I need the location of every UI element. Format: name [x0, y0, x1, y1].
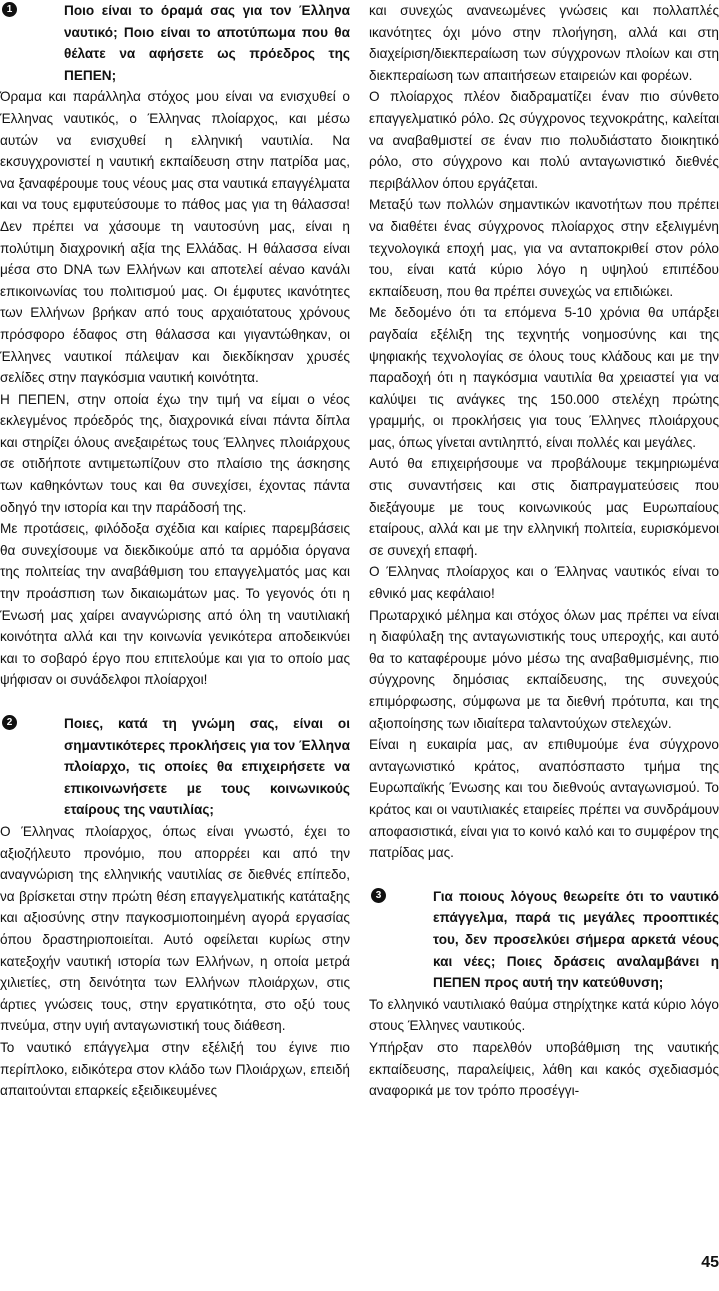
question-1-text: Ποιο είναι το όραμά σας για τον Έλληνα ναυτικό; Ποιο είναι το αποτύπωμα που θα θέλατε να αφήσετε ως πρόεδρος της ΠΕΠΕΝ;	[64, 3, 350, 83]
paragraph: Με προτάσεις, φιλόδοξα σχέδια και καίριες παρεμβάσεις θα συνεχίσουμε να διεκδικούμε από τα αρμόδια όργανα της πολιτείας την αναβάθμιση του επαγγελματός μας και την προάσπιση των δικαιωμάτων μας. Το γεγονός ότι η Ένωσή μας χαίρει αναγνώρισης από όλη τη ναυτιλιακή κοινότητα αλλά και την κοινωνία γενικότερα αποδεικνύει και το σοβαρό έργο που επιτελούμε και για το οποίο μας ψήφισαν οι συνάδελφοι πλοίαρχοι!	[0, 521, 350, 688]
right-column	[369, 0, 719, 1102]
question-3	[369, 886, 719, 994]
left-column	[0, 0, 350, 1102]
paragraph: Όραμα και παράλληλα στόχος μου είναι να ενισχυθεί ο Έλληνας ναυτικός, ο Έλληνας πλοίαρχος, και μέσω αυτών να ενισχυθεί η ελληνική ναυτιλία. Να εκσυγχρονιστεί η ναυτική εκπαίδευση στην πατρίδα μας, να ξαναφέρουμε τους νέους μας στα ναυτικά επαγγέλματα και να τους εμφυτεύσουμε το πάθος μας για τη θάλασσα! Δεν πρέπει να χάσουμε τη ναυτοσύνη μας, είναι η πολύτιμη διαχρονική αξία της Ελλάδας. Η θάλασσα είναι μέσα στο DNA των Ελλήνων και αποτελεί αέναο κανάλι επικοινωνίας του πολιτισμού μας. Οι έμφυτες ικανότητες των Ελλήνων βρήκαν από τους αρχαιότατους χρόνους πρόσφορο έδαφος στη θάλασσα και γιγαντώθηκαν, οι Έλληνες ναυτικοί πάλεψαν και διεκδίκησαν χρυσές σελίδες στην παγκόσμια ναυτική κοινότητα.	[0, 89, 350, 386]
paragraph: Πρωταρχικό μέλημα και στόχος όλων μας πρέπει να είναι η διαφύλαξη της ανταγωνιστικής τους υπεροχής, και αυτό θα το καταφέρουμε μόνο μέσω της αναβαθμισμένης, πιο σύγχρονης δημόσιας εκπαίδευσης, της συνεχούς επιμόρφωσης, σύμφωνα με τα διεθνή πρότυπα, και της αξιοποίησης των ιδιαίτερα ταλαντούχων στελεχών.	[369, 607, 719, 731]
paragraph: Μεταξύ των πολλών σημαντικών ικανοτήτων που πρέπει να διαθέτει ένας σύγχρονος πλοίαρχος στην εξελιγμένη τεχνολογικά εποχή μας, για να ανταποκριθεί στον ρόλο του, είναι κατά κύριο λόγο η υψηλού επιπέδου εκπαίδευση, που θα πρέπει συνεχώς να επιδιώκει.	[369, 197, 719, 299]
question-3-text: Για ποιους λόγους θεωρείτε ότι το ναυτικό επάγγελμα, παρά τις μεγάλες προοπτικές του, δεν προσελκύει σήμερα αρκετά νέους και νέες; Ποιες δράσεις αναλαμβάνει η ΠΕΠΕΝ προς αυτή την κατεύθυνση;	[433, 888, 719, 991]
question-2	[0, 713, 350, 821]
paragraph: Με δεδομένο ότι τα επόμενα 5-10 χρόνια θα υπάρξει ραγδαία εξέλιξη της τεχνητής νοημοσύνης και της ψηφιακής τεχνολογίας σε όλους τους κλάδους και με την παραδοχή ότι η παγκόσμια ναυτιλία θα χρειαστεί για να καλύψει τις ανάγκες της 150.000 στελέχη πρώτης γραμμής, οι προκλήσεις για τους Έλληνες πλοιάρχους μας, όπως γίνεται αντιληπτό, είναι πολλές και μεγάλες.	[369, 305, 719, 450]
question-number-badge: 2	[2, 715, 17, 730]
paragraph: Υπήρξαν στο παρελθόν υποβάθμιση της ναυτικής εκπαίδευσης, παραλείψεις, λάθη και κακός σχεδιασμός αναφορικά με τον τρόπο προσέγγι-	[369, 1039, 719, 1099]
paragraph: Το ναυτικό επάγγελμα στην εξέλιξή του έγινε πιο περίπλοκο, ειδικότερα στον κλάδο των Πλοιάρχων, επειδή απαιτούνται επαρκείς εξειδικευμένες	[0, 1039, 350, 1099]
paragraph: Ο πλοίαρχος πλέον διαδραματίζει έναν πιο σύνθετο επαγγελματικό ρόλο. Ως σύγχρονος τεχνοκράτης, καλείται να αναβαθμιστεί σε έναν πιο πολυδιάστατο διοικητικό ρόλο, στο σύγχρονο και πολύ ανταγωνιστικό διεθνές περιβάλλον όπου εργάζεται.	[369, 89, 719, 191]
paragraph: και συνεχώς ανανεωμένες γνώσεις και πολλαπλές ικανότητες όχι μόνο στην πλοήγηση, αλλά και στη διαχείριση/διεκπεραίωση των σύγχρονων πλοίων και στη διεκπεραίωση των απαιτήσεων εταιρειών και φορέων.	[369, 3, 719, 83]
paragraph: Ο Έλληνας πλοίαρχος, όπως είναι γνωστό, έχει το αξιοζήλευτο προνόμιο, που απορρέει και από την αναγνώριση της ελληνικής ναυτιλίας σε διεθνές επίπεδο, να βρίσκεται στην πρώτη θέση επαγγελματικής κατάταξης και αξιοσύνης στην παγκοσμιοποιημένη αγορά εργασίας όπου δραστηριοποιείται. Αυτό οφείλεται κυρίως στην κατεξοχήν ναυτική ιστορία των Ελλήνων, η οποία μετρά χιλιετίες, στη δεινότητα των Ελλήνων πλοιάρχων, στις άρτιες γνώσεις τους, στην εργατικότητα, στο οξύ τους πνεύμα, στην υγιή ανταγωνιστική τους διάθεση.	[0, 823, 350, 1034]
paragraph: Αυτό θα επιχειρήσουμε να προβάλουμε τεκμηριωμένα στις συναντήσεις και στις διαπραγματεύσεις που διεξάγουμε με τους κοινωνικούς μας Ευρωπαίους εταίρους, αλλά και με την ελληνική πολιτεία, ευρισκόμενοι σε συνεχή επαφή.	[369, 456, 719, 558]
question-2-text: Ποιες, κατά τη γνώμη σας, είναι οι σημαντικότερες προκλήσεις για τον Έλληνα πλοίαρχο, τις οποίες θα επιχειρήσετε να επικοινωνήσετε με τους κοινωνικούς εταίρους της ναυτιλίας;	[64, 716, 350, 818]
page-number: 45	[701, 1254, 719, 1271]
paragraph: Η ΠΕΠΕΝ, στην οποία έχω την τιμή να είμαι ο νέος εκλεγμένος πρόεδρός της, διαχρονικά είναι πάντα δίπλα και στηρίζει όλους ανεξαιρέτως τους Έλληνες πλοιάρχους σε οτιδήποτε αντιμετωπίζουν στο πλαίσιο της άσκησης των καθηκόντων τους και θα συνεχίσει, έχοντας πάντα οδηγό την ιστορία και την παράδοσή της.	[0, 391, 350, 515]
question-1	[0, 0, 350, 86]
paragraph: Το ελληνικό ναυτιλιακό θαύμα στηρίχτηκε κατά κύριο λόγο στους Έλληνες ναυτικούς.	[369, 996, 719, 1034]
paragraph: Ο Έλληνας πλοίαρχος και ο Έλληνας ναυτικός είναι το εθνικό μας κεφάλαιο!	[369, 564, 719, 602]
paragraph: Είναι η ευκαιρία μας, αν επιθυμούμε ένα σύγχρονο ανταγωνιστικό κράτος, αναπόσπαστο τμήμα της Ευρωπαϊκής Ένωσης και του διεθνούς ανταγωνισμού. Το κράτος και οι ναυτιλιακές εταιρείες πρέπει να συνδράμουν αποφασιστικά, είναι για το κοινό καλό και το συμφέρον της πατρίδας μας.	[369, 737, 719, 861]
question-number-badge: 3	[371, 888, 386, 903]
question-number-badge: 1	[2, 2, 17, 17]
